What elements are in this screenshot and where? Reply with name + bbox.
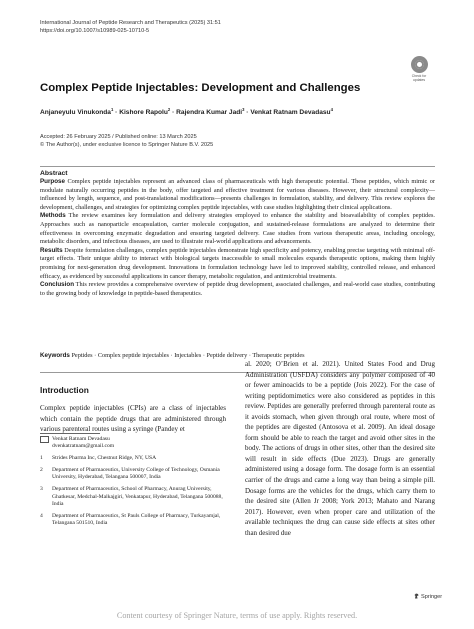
abstract-heading: Abstract bbox=[40, 170, 68, 177]
affiliation bbox=[40, 455, 226, 462]
affiliation-mark: 1 bbox=[40, 455, 43, 462]
envelope-icon bbox=[40, 436, 52, 451]
springer-horse-icon bbox=[414, 593, 419, 599]
corresponding-author bbox=[40, 436, 226, 451]
author-name[interactable]: Venkat Ratnam Devadasu bbox=[250, 109, 331, 117]
author-affiliation-mark: 1 bbox=[110, 107, 114, 112]
affiliation-mark: 2 bbox=[40, 467, 43, 473]
purpose-label: Purpose bbox=[40, 178, 66, 185]
author-name[interactable]: Anjaneyulu Vinukonda bbox=[40, 109, 111, 117]
check-for-updates-badge[interactable] bbox=[406, 56, 432, 82]
conclusion-text: This review provides a comprehensive overview of peptide drug development, associated challenges, and real-world case studies, contributing to the growing body of knowledge in peptide-based therapeutics. bbox=[40, 281, 435, 297]
doi-link[interactable]: https://doi.org/10.1007/s10989-025-10710-5 bbox=[40, 28, 150, 34]
author-affiliation-mark: 2 bbox=[167, 107, 171, 112]
affiliation bbox=[40, 513, 226, 528]
paper-title: Complex Peptide Injectables: Development and Challenges bbox=[40, 82, 361, 94]
courtesy-notice: Content courtesy of Springer Nature, terms of use apply. Rights reserved. bbox=[116, 611, 358, 620]
introduction-text-right: al. 2020; O’Brien et al. 2021). United States Food and Drug Administration (USFDA) considers any polymer composed of 40 or fewer aminoacids to be a peptide (Jois 2022). For the case of writing peptidomimetics were also considered as peptides in this review. Peptides are generally preferred through parenteral route as it avoids stomach, when given through oral route, where most of the peptides are digested (Antosova et al. 2009). An ideal dosage form should be able to reach the target and avoid other sites in the body. The actions of drugs in other sites, other than the desired site will result in side effects (Due 2023). Drugs are generally administered using a dosage form. The dosage form is an essential carrier of the drugs and came a long way than being a simple pill. Dosage forms are the vehicles for the drugs, which carry them to the desired site (Allen Jr 2008; York 2013; Mahato and Narang 2017). However, even when proper care and utilization of the available techniques the drug can cause side effects at sites other than desired due bbox=[245, 360, 435, 537]
author-separator: · bbox=[113, 109, 120, 117]
keywords-label: Keywords bbox=[40, 352, 70, 359]
author-name[interactable]: Rajendra Kumar Jadi bbox=[176, 109, 243, 117]
copyright-notice: © The Author(s), under exclusive licence to Springer Nature B.V. 2025 bbox=[40, 142, 214, 148]
affiliation bbox=[40, 486, 226, 508]
abstract-section bbox=[40, 166, 435, 298]
abstract-results bbox=[40, 247, 435, 281]
springer-wordmark: Springer bbox=[421, 594, 443, 600]
abstract-conclusion bbox=[40, 281, 435, 298]
affiliation bbox=[40, 467, 226, 482]
conclusion-label: Conclusion bbox=[40, 281, 75, 289]
results-text: Despite formulation challenges, complex peptide injectables demonstrate high specificity and potency, enabling precise targeting with minimal off-target effects. Their unique ability to interact with biological targets inaccessible to small molecules expands therapeutic options, making them highly promising for next-generation drug development. Innovations in formulation technology have led to improved stability, controlled release, and enhanced efficacy, as evidenced by successful applications in cancer therapy, metabolic regulation, and antimicrobial treatments. bbox=[40, 246, 436, 280]
author-affiliation-mark: 3 bbox=[242, 107, 245, 112]
publication-dates bbox=[40, 133, 213, 149]
methods-text: The review examines key formulation and delivery strategies employed to enhance the stability and bioavailability of complex peptides. Approaches such as nanoparticle encapsulation, carrier molecule conjugation, and sustained-release formulations are analyzed to determine their effectiveness in overcoming enzymatic degradation and ensuring targeted delivery. Case studies from various therapeutic areas, including oncology, metabolic disorders, and infectious diseases, are used to illustrate real-world applications and advancements. bbox=[40, 212, 435, 246]
footnotes bbox=[40, 436, 226, 532]
footnote-divider bbox=[40, 433, 100, 434]
affiliation-text: Department of Pharmaceutics, University College of Technology, Osmania University, Hyderabad, Telangana 500007, India bbox=[52, 467, 220, 481]
author-name[interactable]: Kishore Rapolu bbox=[119, 109, 168, 117]
affiliation-text: Department of Pharmaceutics, School of Pharmacy, Anurag University, Ghatkesar, Medchal-Malkajgiri, Venkatapur, Hyderabad, Telangana 500088, India bbox=[52, 486, 223, 508]
check-for-updates-label: Check for updates bbox=[411, 74, 427, 82]
methods-label: Methods bbox=[40, 212, 66, 220]
corresponding-name: Venkat Ratnam Devadasu bbox=[52, 436, 110, 442]
introduction-heading: Introduction bbox=[40, 385, 89, 395]
journal-citation: International Journal of Peptide Research and Therapeutics (2025) 31:51 bbox=[40, 20, 221, 26]
abstract-divider bbox=[40, 166, 435, 167]
author-separator: · bbox=[170, 109, 177, 117]
author-separator: · bbox=[244, 109, 251, 117]
results-label: Results bbox=[40, 246, 63, 254]
springer-logo bbox=[414, 593, 442, 600]
abstract-methods bbox=[40, 212, 435, 246]
corresponding-email[interactable]: dvenkatratnam@gmail.com bbox=[52, 443, 115, 450]
author-affiliation-mark: 4 bbox=[330, 107, 333, 112]
affiliation-mark: 4 bbox=[40, 512, 43, 519]
affiliation-mark: 3 bbox=[40, 486, 43, 493]
abstract-purpose bbox=[40, 178, 435, 212]
introduction-text-left: Complex peptide injectables (CPIs) are a class of injectables which contain the peptide drugs that are administered through various parenteral routes using a syringe (Pandey et bbox=[40, 404, 226, 434]
keywords-list: Peptides · Complex peptide injectables · Injectables · Peptide delivery · Therapeutic peptides bbox=[71, 352, 305, 359]
accepted-published-dates: Accepted: 26 February 2025 / Published online: 13 March 2025 bbox=[40, 134, 197, 140]
author-list bbox=[40, 107, 333, 116]
purpose-text: Complex peptide injectables represent an advanced class of pharmaceuticals with high therapeutic potential. These peptides, which mimic or modulate naturally occurring peptides in the body, offer targeted and effective treatment for various diseases. However, their structural complexity—influenced by length, sequence, and post-translational modifications—presents challenges in formulation, stability, and delivery. This review explores the development, challenges, and strategies for optimizing complex peptide injectables, with case studies highlighting their clinical applications. bbox=[40, 178, 436, 211]
crossmark-icon bbox=[411, 56, 428, 73]
journal-header bbox=[40, 19, 400, 35]
affiliation-text: Strides Pharma Inc, Chestnut Ridge, NY, USA bbox=[52, 455, 157, 462]
affiliation-text: Department of Pharmaceutics, St Pauls College of Pharmacy, Turkayamjal, Telangana 501510, India bbox=[52, 512, 221, 527]
